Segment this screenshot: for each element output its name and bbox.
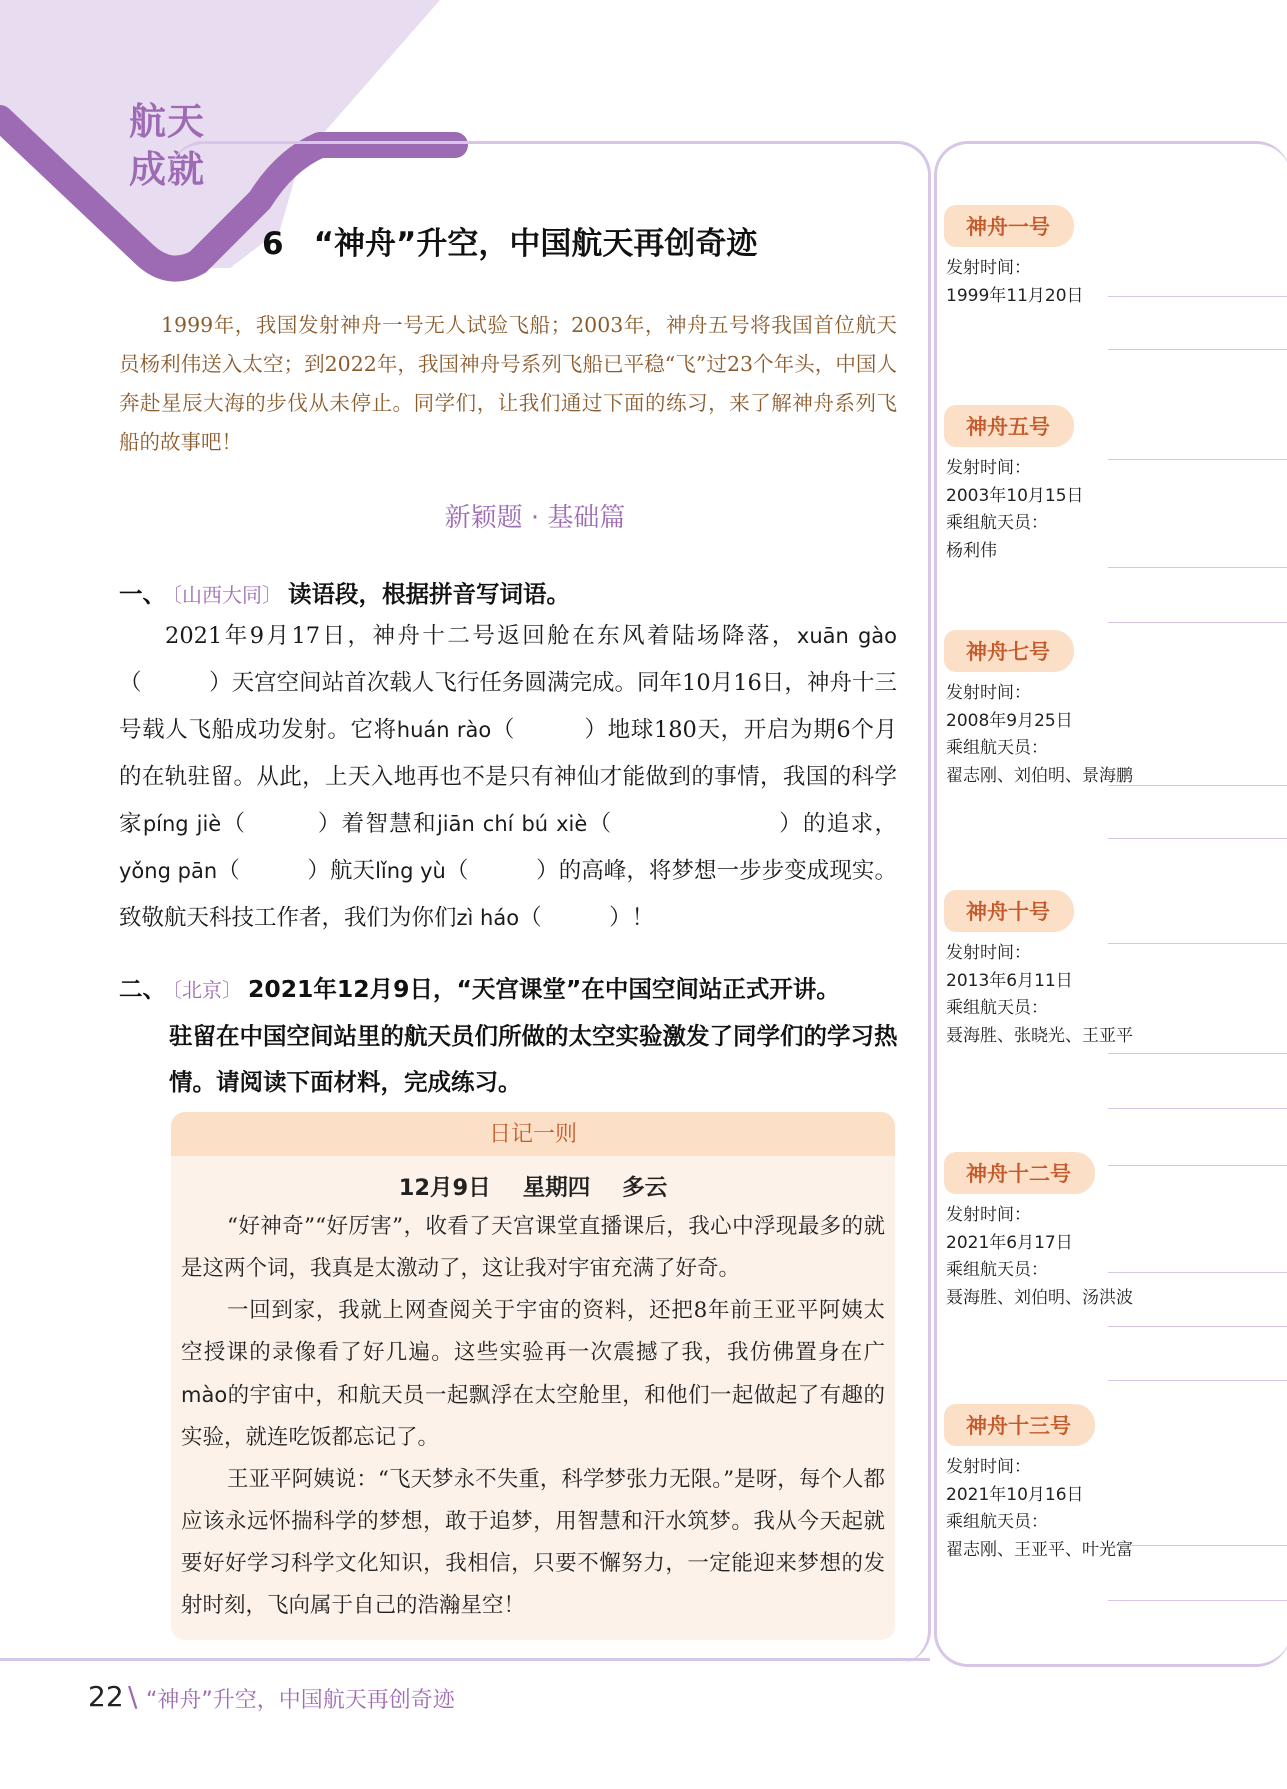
diary-date: 12月9日 星期四 多云 [398,1175,668,1201]
sidebar-card-shenzhou-5: 神舟五号 发射时间： 2003年10月15日 乘组航天员： 杨利伟 [944,405,1287,565]
question-1-passage: 2021年9月17日，神舟十二号返回舱在东风着陆场降落，xuān gào（ ）天宫空间站首次载人飞行任务圆满完成。同年10月16日，神舟十三号载人飞船成功发射。它将huán rào（ ）地球180天，开启为期6个月的在轨驻留。从此，上天入地再也不是只有神仙才能做到的事情，我国的科学家píng jiè（ ）着智慧和jiān chí bú xiè（ ）的追求，yǒng pān（ ）航天lǐng yù（ ）的高峰，将梦想一步步变成现实。致敬航天科技工作者，我们为你们zì háo（ ）！ [119,623,897,931]
question-1-heading: 一、 〔山西大同〕 读语段，根据拼音写词语。 [119,580,570,608]
page-number: 22 [88,1680,124,1713]
diary-box [171,1112,895,1640]
footer-separator: \ [128,1680,138,1713]
spacecraft-tag: 神舟十三号 [944,1404,1095,1446]
sidebar-card-shenzhou-7: 神舟七号 发射时间： 2008年9月25日 乘组航天员： 翟志刚、刘伯明、景海鹏 [944,630,1287,790]
spacecraft-tag: 神舟一号 [944,205,1074,247]
spacecraft-tag: 神舟十号 [944,890,1074,932]
spacecraft-tag: 神舟五号 [944,405,1074,447]
category-badge: 航天 成就 [129,100,205,191]
diary-title: 日记一则 [171,1112,895,1156]
sidebar-card-shenzhou-12: 神舟十二号 发射时间： 2021年6月17日 乘组航天员： 聂海胜、刘伯明、汤洪波 [944,1152,1287,1312]
section-heading: 新颖题 · 基础篇 [444,503,626,533]
question-2-heading: 二、 〔北京〕 2021年12月9日，“天宫课堂”在中国空间站正式开讲。 驻留在中国空间站里的航天员们所做的太空实验激发了同学们的学习热情。请阅读下面材料，完成练习。 [119,975,898,1096]
sidebar-card-shenzhou-10: 神舟十号 发射时间： 2013年6月11日 乘组航天员： 聂海胜、张晓光、王亚平 [944,890,1287,1050]
intro-paragraph: 1999年，我国发射神舟一号无人试验飞船；2003年，神舟五号将我国首位航天员杨利伟送入太空；到2022年，我国神舟号系列飞船已平稳“飞”过23个年头，中国人奔赴星辰大海的步伐从未停止。同学们，让我们通过下面的练习，来了解神舟系列飞船的故事吧！ [119,313,897,454]
sidebar-card-shenzhou-13: 神舟十三号 发射时间： 2021年10月16日 乘组航天员： 翟志刚、王亚平、叶光富 [944,1404,1287,1564]
bottom-rule [0,1658,930,1661]
spacecraft-tag: 神舟七号 [944,630,1074,672]
sidebar-card-shenzhou-1: 神舟一号 发射时间： 1999年11月20日 [944,205,1287,310]
footer-title: “神舟”升空，中国航天再创奇迹 [146,1688,455,1713]
diary-body: “好神奇”“好厉害”，收看了天宫课堂直播课后，我心中浮现最多的就是这两个词，我真是太激动了，这让我对宇宙充满了好奇。 一回到家，我就上网查阅关于宇宙的资料，还把8年前王亚平阿姨太空授课的录像看了好几遍。这些实验再一次震撼了我，我仿佛置身在广mào的宇宙中，和航天员一起飘浮在太空舱里，和他们一起做起了有趣的实验，就连吃饭都忘记了。 王亚平阿姨说：“飞天梦永不失重，科学梦张力无限。”是呀，每个人都应该永远怀揣科学的梦想，敢于追梦，用智慧和汗水筑梦。我从今天起就要好好学习科学文化知识，我相信，只要不懈努力，一定能迎来梦想的发射时刻，飞向属于自己的浩瀚星空！ [181,1214,885,1618]
spacecraft-tag: 神舟十二号 [944,1152,1095,1194]
lesson-title: 6 “神舟”升空，中国航天再创奇迹 [262,226,758,262]
